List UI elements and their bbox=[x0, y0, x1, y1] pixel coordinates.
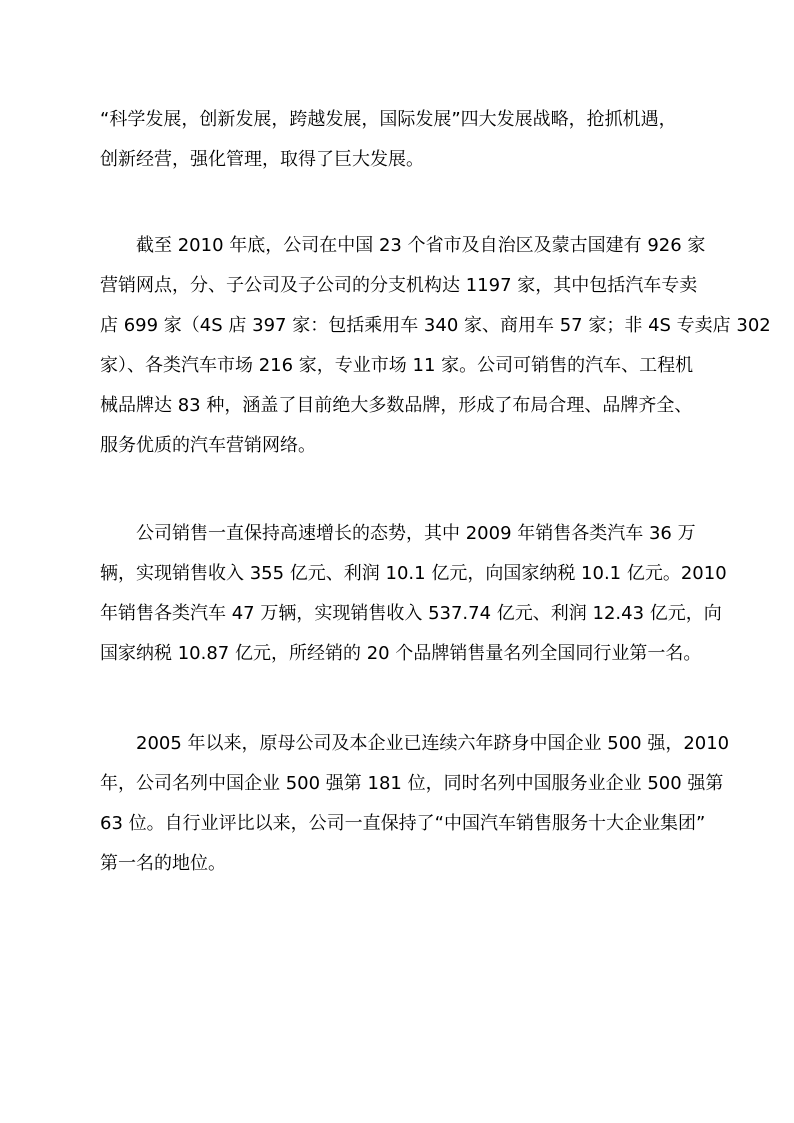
paragraph-2-line-1: 截至 2010 年底，公司在中国 23 个省市及自治区及蒙古国建有 926 家 bbox=[136, 235, 706, 256]
paragraph-2-line-6: 服务优质的汽车营销网络。 bbox=[100, 435, 316, 456]
paragraph-3-line-2: 辆，实现销售收入 355 亿元、利润 10.1 亿元，向国家纳税 10.1 亿元。2010 bbox=[100, 563, 727, 584]
paragraph-2-line-2: 营销网点，分、子公司及子公司的分支机构达 1197 家，其中包括汽车专卖 bbox=[100, 275, 698, 296]
paragraph-1-line-1: “科学发展，创新发展，跨越发展，国际发展”四大发展战略，抢抓机遇， bbox=[100, 109, 677, 130]
paragraph-1-line-2: 创新经营，强化管理，取得了巨大发展。 bbox=[100, 149, 424, 170]
paragraph-3-line-1: 公司销售一直保持高速增长的态势，其中 2009 年销售各类汽车 36 万 bbox=[136, 523, 696, 544]
paragraph-3-line-3: 年销售各类汽车 47 万辆，实现销售收入 537.74 亿元、利润 12.43 亿元，向 bbox=[100, 603, 722, 624]
paragraph-4-line-3: 63 位。自行业评比以来，公司一直保持了“中国汽车销售服务十大企业集团” bbox=[100, 813, 706, 834]
paragraph-2-line-3: 店 699 家（4S 店 397 家：包括乘用车 340 家、商用车 57 家；非 4S 专卖店 302 bbox=[100, 315, 771, 336]
paragraph-4-line-2: 年，公司名列中国企业 500 强第 181 位，同时名列中国服务业企业 500 强第 bbox=[100, 773, 724, 794]
paragraph-4-line-1: 2005 年以来，原母公司及本企业已连续六年跻身中国企业 500 强，2010 bbox=[136, 733, 730, 754]
paragraph-2-line-5: 械品牌达 83 种，涵盖了目前绝大多数品牌，形成了布局合理、品牌齐全、 bbox=[100, 395, 693, 416]
paragraph-3-line-4: 国家纳税 10.87 亿元，所经销的 20 个品牌销售量名列全国同行业第一名。 bbox=[100, 643, 702, 664]
paragraph-2-line-4: 家）、各类汽车市场 216 家，专业市场 11 家。公司可销售的汽车、工程机 bbox=[100, 355, 694, 376]
paragraph-4-line-4: 第一名的地位。 bbox=[100, 853, 226, 874]
